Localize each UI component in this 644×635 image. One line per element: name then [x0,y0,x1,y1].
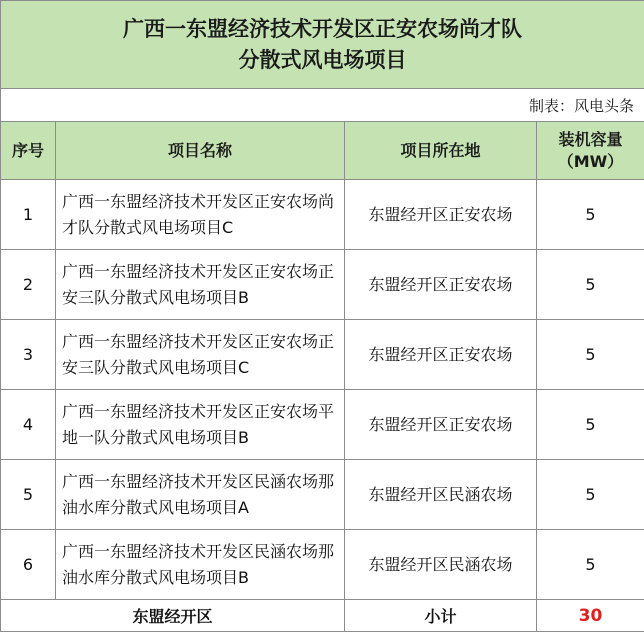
table-title-line2: 分散式风电场项目 [238,47,407,72]
table-title [1,1,644,89]
cell-capacity: 5 [537,180,644,250]
cell-project-name: 广西一东盟经济技术开发区民涵农场那油水库分散式风电场项目B [56,530,345,600]
cell-project-name: 广西一东盟经济技术开发区正安农场正安三队分散式风电场项目B [56,250,345,320]
column-header-name: 项目名称 [56,122,345,180]
subtotal-row [1,600,644,632]
footer-area: 东盟经开区 [1,600,345,632]
column-header-location: 项目所在地 [345,122,537,180]
cell-project-name: 广西一东盟经济技术开发区正安农场正安三队分散式风电场项目C [56,320,345,390]
cell-location: 东盟经开区正安农场 [345,390,537,460]
table-header-row [1,122,644,180]
table-row [1,530,644,600]
cell-index: 4 [1,390,56,460]
source-label: 制表：风电头条 [1,89,644,122]
table-row [1,180,644,250]
table-title-line1: 广西一东盟经济技术开发区正安农场尚才队 [123,16,522,41]
column-header-capacity-line1: 装机容量 [558,129,623,149]
column-header-index: 序号 [1,122,56,180]
cell-index: 3 [1,320,56,390]
table-row [1,320,644,390]
cell-capacity: 5 [537,250,644,320]
cell-capacity: 5 [537,390,644,460]
cell-capacity: 5 [537,460,644,530]
cell-index: 5 [1,460,56,530]
cell-location: 东盟经开区正安农场 [345,320,537,390]
table-row [1,250,644,320]
cell-capacity: 5 [537,530,644,600]
subtotal-label: 小计 [345,600,537,632]
subtotal-value: 30 [537,600,644,632]
cell-location: 东盟经开区正安农场 [345,180,537,250]
cell-project-name: 广西一东盟经济技术开发区正安农场尚才队分散式风电场项目C [56,180,345,250]
cell-location: 东盟经开区正安农场 [345,250,537,320]
cell-project-name: 广西一东盟经济技术开发区民涵农场那油水库分散式风电场项目A [56,460,345,530]
table-row [1,460,644,530]
cell-location: 东盟经开区民涵农场 [345,460,537,530]
table-row [1,390,644,460]
cell-index: 2 [1,250,56,320]
cell-project-name: 广西一东盟经济技术开发区正安农场平地一队分散式风电场项目B [56,390,345,460]
cell-index: 1 [1,180,56,250]
cell-index: 6 [1,530,56,600]
column-header-capacity [537,122,644,180]
column-header-capacity-line2: （MW） [557,151,624,171]
cell-capacity: 5 [537,320,644,390]
cell-location: 东盟经开区民涵农场 [345,530,537,600]
